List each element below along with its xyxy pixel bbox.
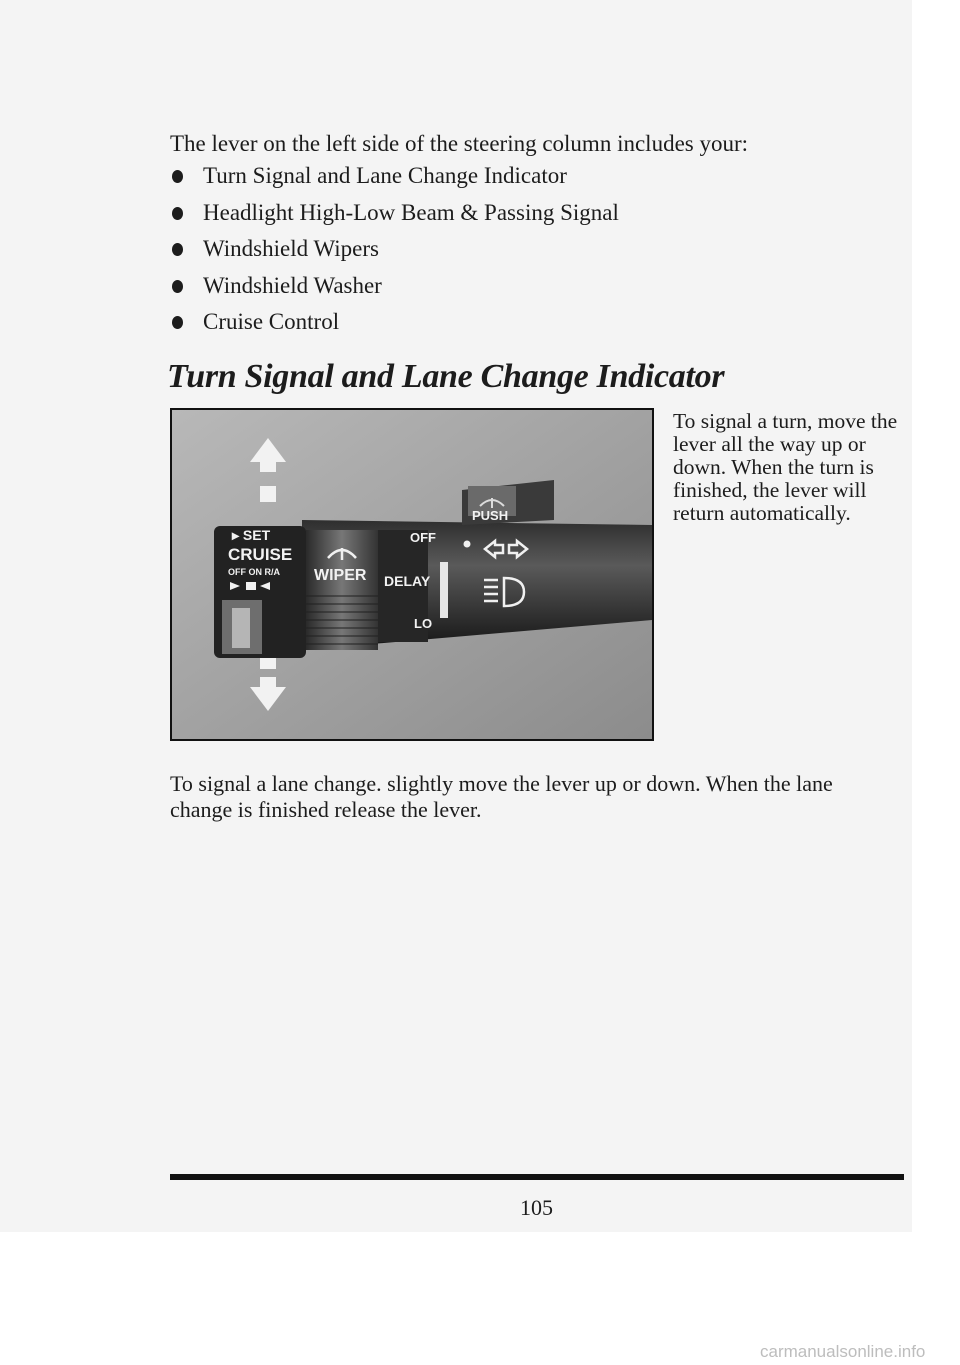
- list-item-text: Windshield Wipers: [203, 236, 379, 261]
- bullet-icon: [172, 280, 183, 293]
- cruise-label: CRUISE: [228, 545, 293, 564]
- bullet-icon: [172, 316, 183, 329]
- list-item-text: Headlight High-Low Beam & Passing Signal: [203, 199, 619, 225]
- list-item-text: Cruise Control: [203, 309, 340, 334]
- bullet-icon: [172, 170, 183, 183]
- list-item: [170, 272, 619, 309]
- delay-label: DELAY: [384, 573, 431, 589]
- up-position-marker: [260, 486, 276, 502]
- feature-list: [170, 162, 619, 345]
- page-number: 105: [520, 1195, 553, 1220]
- multifunction-lever-photo: [170, 408, 654, 741]
- turn-signal-instructions: To signal a turn, move the lever all the way up or down. When the turn is finished, the lever will return automatically.: [673, 409, 898, 525]
- list-item-text: Windshield Washer: [203, 272, 382, 298]
- indicator-dot: [464, 541, 471, 548]
- footer-rule: [170, 1174, 904, 1180]
- bullet-icon: [172, 207, 183, 220]
- intro-text: The lever on the left side of the steering column includes your:: [170, 131, 749, 156]
- list-item: [170, 235, 619, 272]
- lo-label: LO: [414, 616, 433, 631]
- list-item-text: Turn Signal and Lane Change Indicator: [203, 163, 567, 188]
- section-heading: Turn Signal and Lane Change Indicator: [167, 358, 725, 395]
- off-label: OFF: [410, 530, 436, 545]
- list-item: [170, 162, 619, 199]
- lane-change-instructions: To signal a lane change. slightly move the lever up or down. When the lane change is finished release the lever.: [170, 771, 833, 822]
- set-label: ▸ SET: [232, 527, 271, 543]
- cruise-mode-label: OFF ON R/A: [228, 567, 280, 577]
- lever-illustration: [172, 410, 652, 739]
- wiper-label: WIPER: [314, 567, 367, 584]
- push-label: PUSH: [472, 508, 509, 523]
- list-item: [170, 199, 619, 236]
- list-item: [170, 308, 619, 345]
- watermark: carmanualsonline.info: [760, 1342, 926, 1361]
- bullet-icon: [172, 243, 183, 256]
